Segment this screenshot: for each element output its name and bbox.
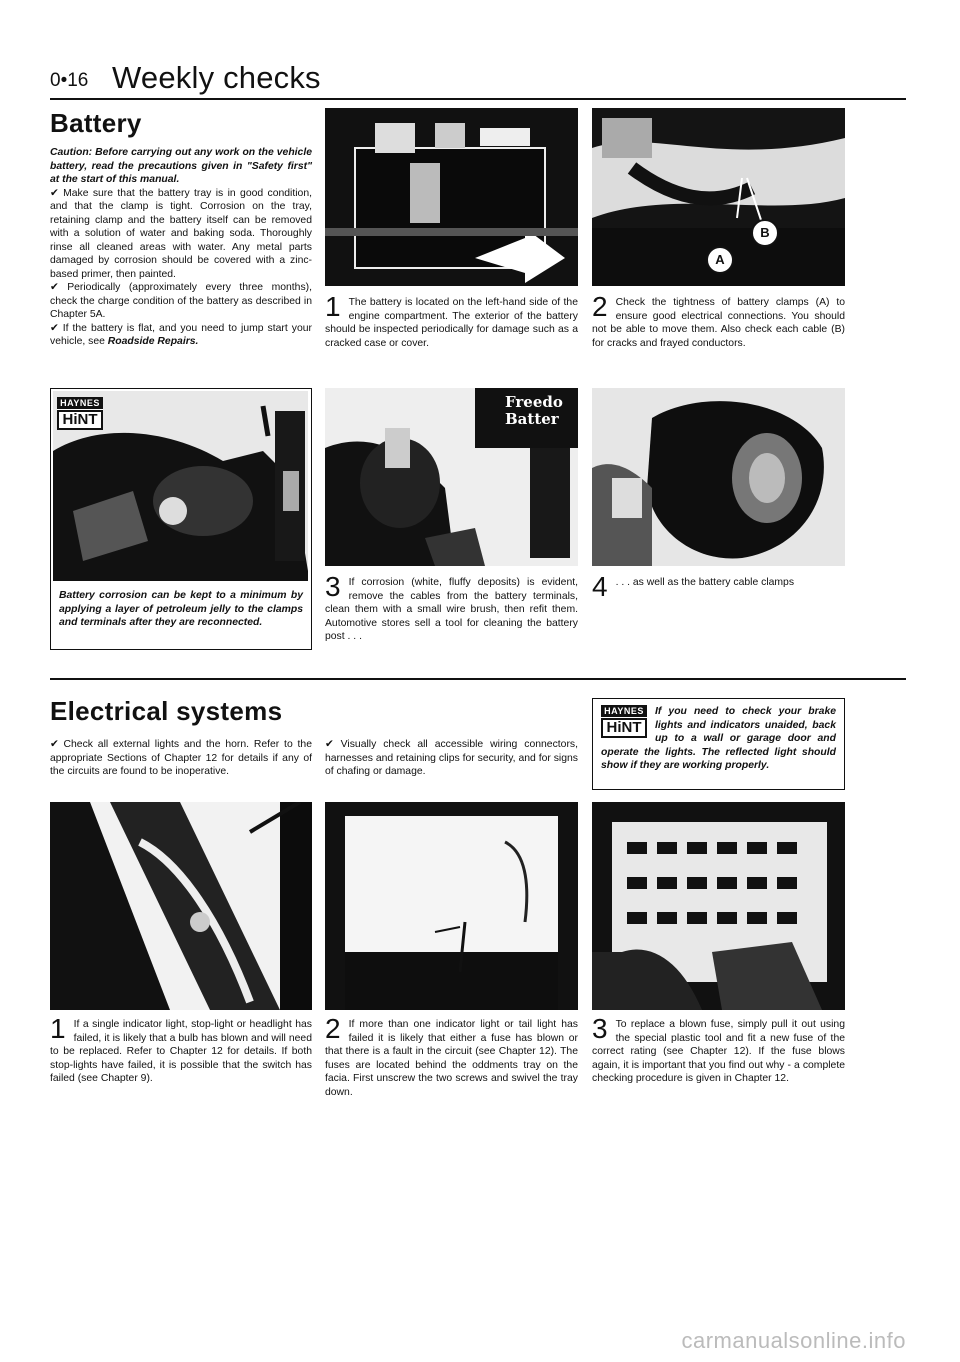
battery-step-4: 4 . . . as well as the battery cable clamps [592, 571, 795, 602]
battery-section-title: Battery [50, 108, 142, 138]
electrical-step-2: 2 If more than one indicator light or tail light has failed it is likely that either a fuse has blown or that there is a fault in the circuit (see Chapter 12). The fuses are located behind the oddments tray on the facia. First unscrew the two screws and swivel the tray down. [325, 1013, 578, 1098]
battery-caution: Caution: Before carrying out any work on the vehicle battery, read the precautions given in "Safety first" at the start of this manual. [50, 147, 312, 186]
label-a: A [715, 252, 725, 267]
battery-hint-text: Battery corrosion can be kept to a minimum by applying a layer of petroleum jelly to the clamps and terminals after they are reconnected. [59, 590, 303, 629]
page-header [50, 58, 906, 100]
terminal-cleaning-photo [325, 388, 578, 566]
indicator-light-photo [50, 802, 312, 1010]
section-divider [50, 678, 906, 680]
battery-corrosion-photo [53, 391, 308, 581]
page-title: Weekly checks [112, 60, 321, 95]
electrical-hint-box [592, 698, 845, 790]
battery-hint-box [50, 388, 312, 650]
battery-brand-label: Freedo Batter [505, 393, 563, 428]
battery-step-1: 1 The battery is located on the left-hand side of the engine compartment. The exterior of the battery should be inspected periodically for damage such as a cracked case or cover. [325, 291, 578, 349]
battery-para-2: ✔ Periodically (approximately every three months), check the charge condition of the battery as described in Chapter 5A. [50, 282, 312, 321]
haynes-hint-badge: HAYNES HiNT [601, 705, 647, 738]
cable-clamp-cleaning-photo [592, 388, 845, 566]
battery-location-photo [325, 108, 578, 286]
electrical-hint-text: If you need to check your brake lights and indicators unaided, back up to a wall or garage door and operate the lights. The reflected light should show if they are working properly. [601, 706, 836, 772]
oddments-tray-photo [325, 802, 578, 1010]
electrical-intro-2: ✔ Visually check all accessible wiring connectors, harnesses and retaining clips for security, and for signs of chafing or damage. [325, 739, 578, 778]
battery-para-1: ✔ Make sure that the battery tray is in good condition, and that the clamp is tight. Corrosion on the tray, retaining clamp and the battery itself can be removed with a solution of water and baking soda. Thoroughly rinse all cleaned areas with water. Any metal parts damaged by corrosion should be covered with a zinc-based primer, then painted. [50, 187, 312, 280]
electrical-step-3: 3 To replace a blown fuse, simply pull it out using the special plastic tool and fit a new fuse of the correct rating (see Chapter 12). If the fuse blows again, it is important that you find out why - a complete checking procedure is given in Chapter 12. [592, 1013, 845, 1085]
haynes-hint-badge: HAYNES HiNT [57, 397, 103, 430]
battery-step-2: 2 Check the tightness of battery clamps (A) to ensure good electrical connections. You should not be able to move them. Also check each cable (B) for cracks and frayed conductors. [592, 291, 845, 349]
label-b: B [760, 225, 770, 240]
battery-intro [50, 146, 312, 349]
fuse-box-photo [592, 802, 845, 1010]
electrical-section-title: Electrical systems [50, 696, 283, 726]
battery-clamps-photo [592, 108, 845, 286]
electrical-step-1: 1 If a single indicator light, stop-light or headlight has failed, it is likely that a bulb has blown and will need to be replaced. Refer to Chapter 12 for details. If both stop-lights have failed, it is possible that the switch has failed (see Chapter 9). [50, 1013, 312, 1085]
watermark: carmanualsonline.info [681, 1328, 906, 1353]
page-number: 0•16 [50, 70, 89, 91]
roadside-repairs-link: Roadside Repairs. [107, 336, 199, 348]
battery-para-3: ✔ If the battery is flat, and you need to jump start your vehicle, see Roadside Repairs. [50, 322, 312, 348]
electrical-intro-1: ✔ Check all external lights and the horn. Refer to the appropriate Sections of Chapter 12 for details if any of the circuits are found to be inoperative. [50, 739, 312, 778]
battery-step-3: 3 If corrosion (white, fluffy deposits) is evident, remove the cables from the battery terminals, clean them with a small wire brush, then refit them. Automotive stores sell a tool for cleaning the battery post . . . [325, 571, 578, 643]
